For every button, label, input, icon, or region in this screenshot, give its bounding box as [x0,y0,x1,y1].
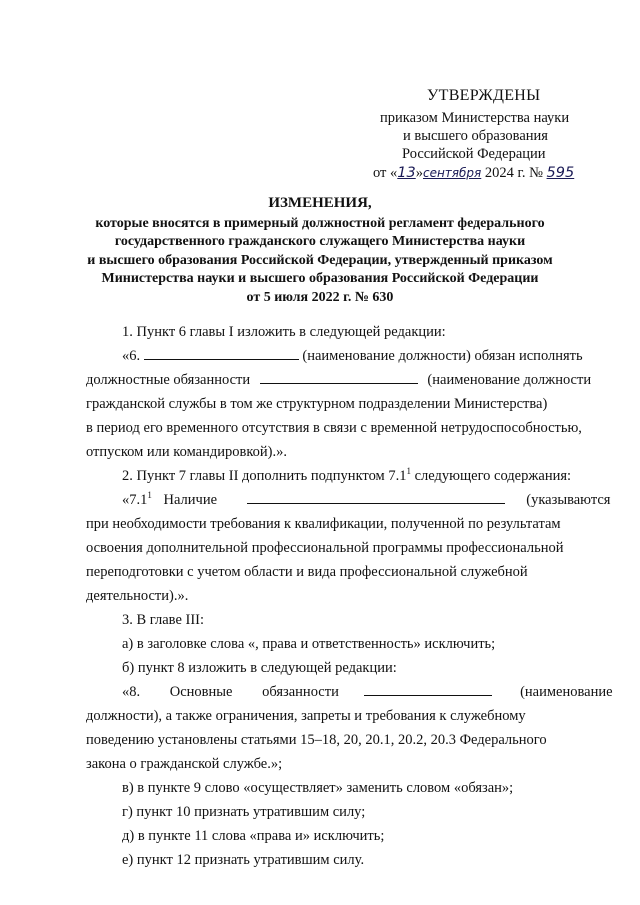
paragraph-3-g: г) пункт 10 признать утратившим силу; [122,804,366,820]
paragraph-1-line-4: в период его временного отсутствия в связи с временной нетрудоспособностью, [86,420,582,436]
paragraph-3-b: б) пункт 8 изложить в следующей редакции: [122,660,397,676]
approval-line-1: приказом Министерства науки [380,110,570,126]
paragraph-1-line-3: гражданской службы в том же структурном подразделении Министерства) [86,396,548,412]
item-7-1-number: «7.1 [122,492,148,508]
item-7-1-note: (указываются [526,492,611,508]
date-mid: » [415,165,423,181]
approval-title: УТВЕРЖДЕНЫ [427,87,541,104]
paragraph-3-e: е) пункт 12 признать утратившим силу. [122,852,365,868]
paragraph-3: 3. В главе III: [122,612,205,628]
paragraph-2-text-end: следующего содержания: [410,468,572,484]
paragraph-3-a: а) в заголовке слова «, права и ответственность» исключить; [122,636,496,652]
item-7-1-text: Наличие [163,492,218,508]
paragraph-2-line-2: при необходимости требования к квалификации, полученной по результатам [86,516,561,532]
heading-line-3: и высшего образования Российской Федерации, утвержденный приказом [87,252,553,268]
item-8-word-2: обязанности [262,684,339,700]
heading-line-4: Министерства науки и высшего образования Российской Федерации [101,271,539,286]
heading-line-1: которые вносятся в примерный должностной регламент федерального [95,215,545,231]
paragraph-3-d: д) в пункте 11 слова «права и» исключить; [122,828,385,844]
paragraph-2-item [122,488,610,513]
blank-line [364,683,492,696]
blank-line [260,371,418,384]
paragraph-1-line-2 [86,368,591,393]
heading-line-5: от 5 июля 2022 г. № 630 [246,289,394,305]
item-6-number: «6. [122,348,141,364]
paragraph-2-text: 2. Пункт 7 главы II дополнить подпунктом 7.1 [122,468,407,484]
date-day: 13 [397,165,416,181]
date-prefix: от « [373,165,398,181]
blank-line [144,347,299,360]
paragraph-3-v: в) в пункте 9 слово «осуществляет» заменить словом «обязан»; [122,780,514,796]
paragraph-3-line-2: должности), а также ограничения, запреты и требования к служебному [86,708,526,724]
paragraph-1: 1. Пункт 6 главы I изложить в следующей редакции: [122,324,446,340]
paragraph-1-item [122,344,583,369]
approval-line-3: Российской Федерации [402,146,546,162]
order-number: 595 [546,165,575,181]
item-6-text: (наименование должности) обязан исполнять [302,348,583,364]
date-year: 2024 г. № [484,165,543,181]
paragraph-2-line-5: деятельности).». [86,588,189,604]
document-heading [60,194,580,307]
paragraph-3-line-4: закона о гражданской службе.»; [86,756,283,772]
paragraph-2-line-3: освоения дополнительной профессиональной программы профессиональной [86,540,564,556]
item-8-number: «8. [122,684,141,700]
paragraph-3-item-8 [122,680,613,705]
superscript: 1 [147,490,152,501]
blank-line [247,491,505,504]
paragraph-2 [122,464,571,489]
duties-label: должностные обязанности [86,372,251,388]
paragraph-2-line-4: переподготовки с учетом области и вида профессиональной служебной [86,564,528,580]
position-label: (наименование должности [427,372,592,388]
approval-date [373,164,574,183]
heading-line-2: государственного гражданского служащего Министерства науки [114,234,526,249]
paragraph-3-line-3: поведению установлены статьями 15–18, 20, 20.1, 20.2, 20.3 Федерального [86,732,547,748]
paragraph-1-line-5: отпуском или командировкой).». [86,444,287,460]
item-8-note: (наименование [520,684,613,700]
superscript: 1 [406,466,411,477]
item-8-word-1: Основные [169,684,233,700]
heading-title: ИЗМЕНЕНИЯ, [268,195,372,211]
approval-line-2: и высшего образования [403,128,548,144]
date-month: сентября [422,166,482,180]
